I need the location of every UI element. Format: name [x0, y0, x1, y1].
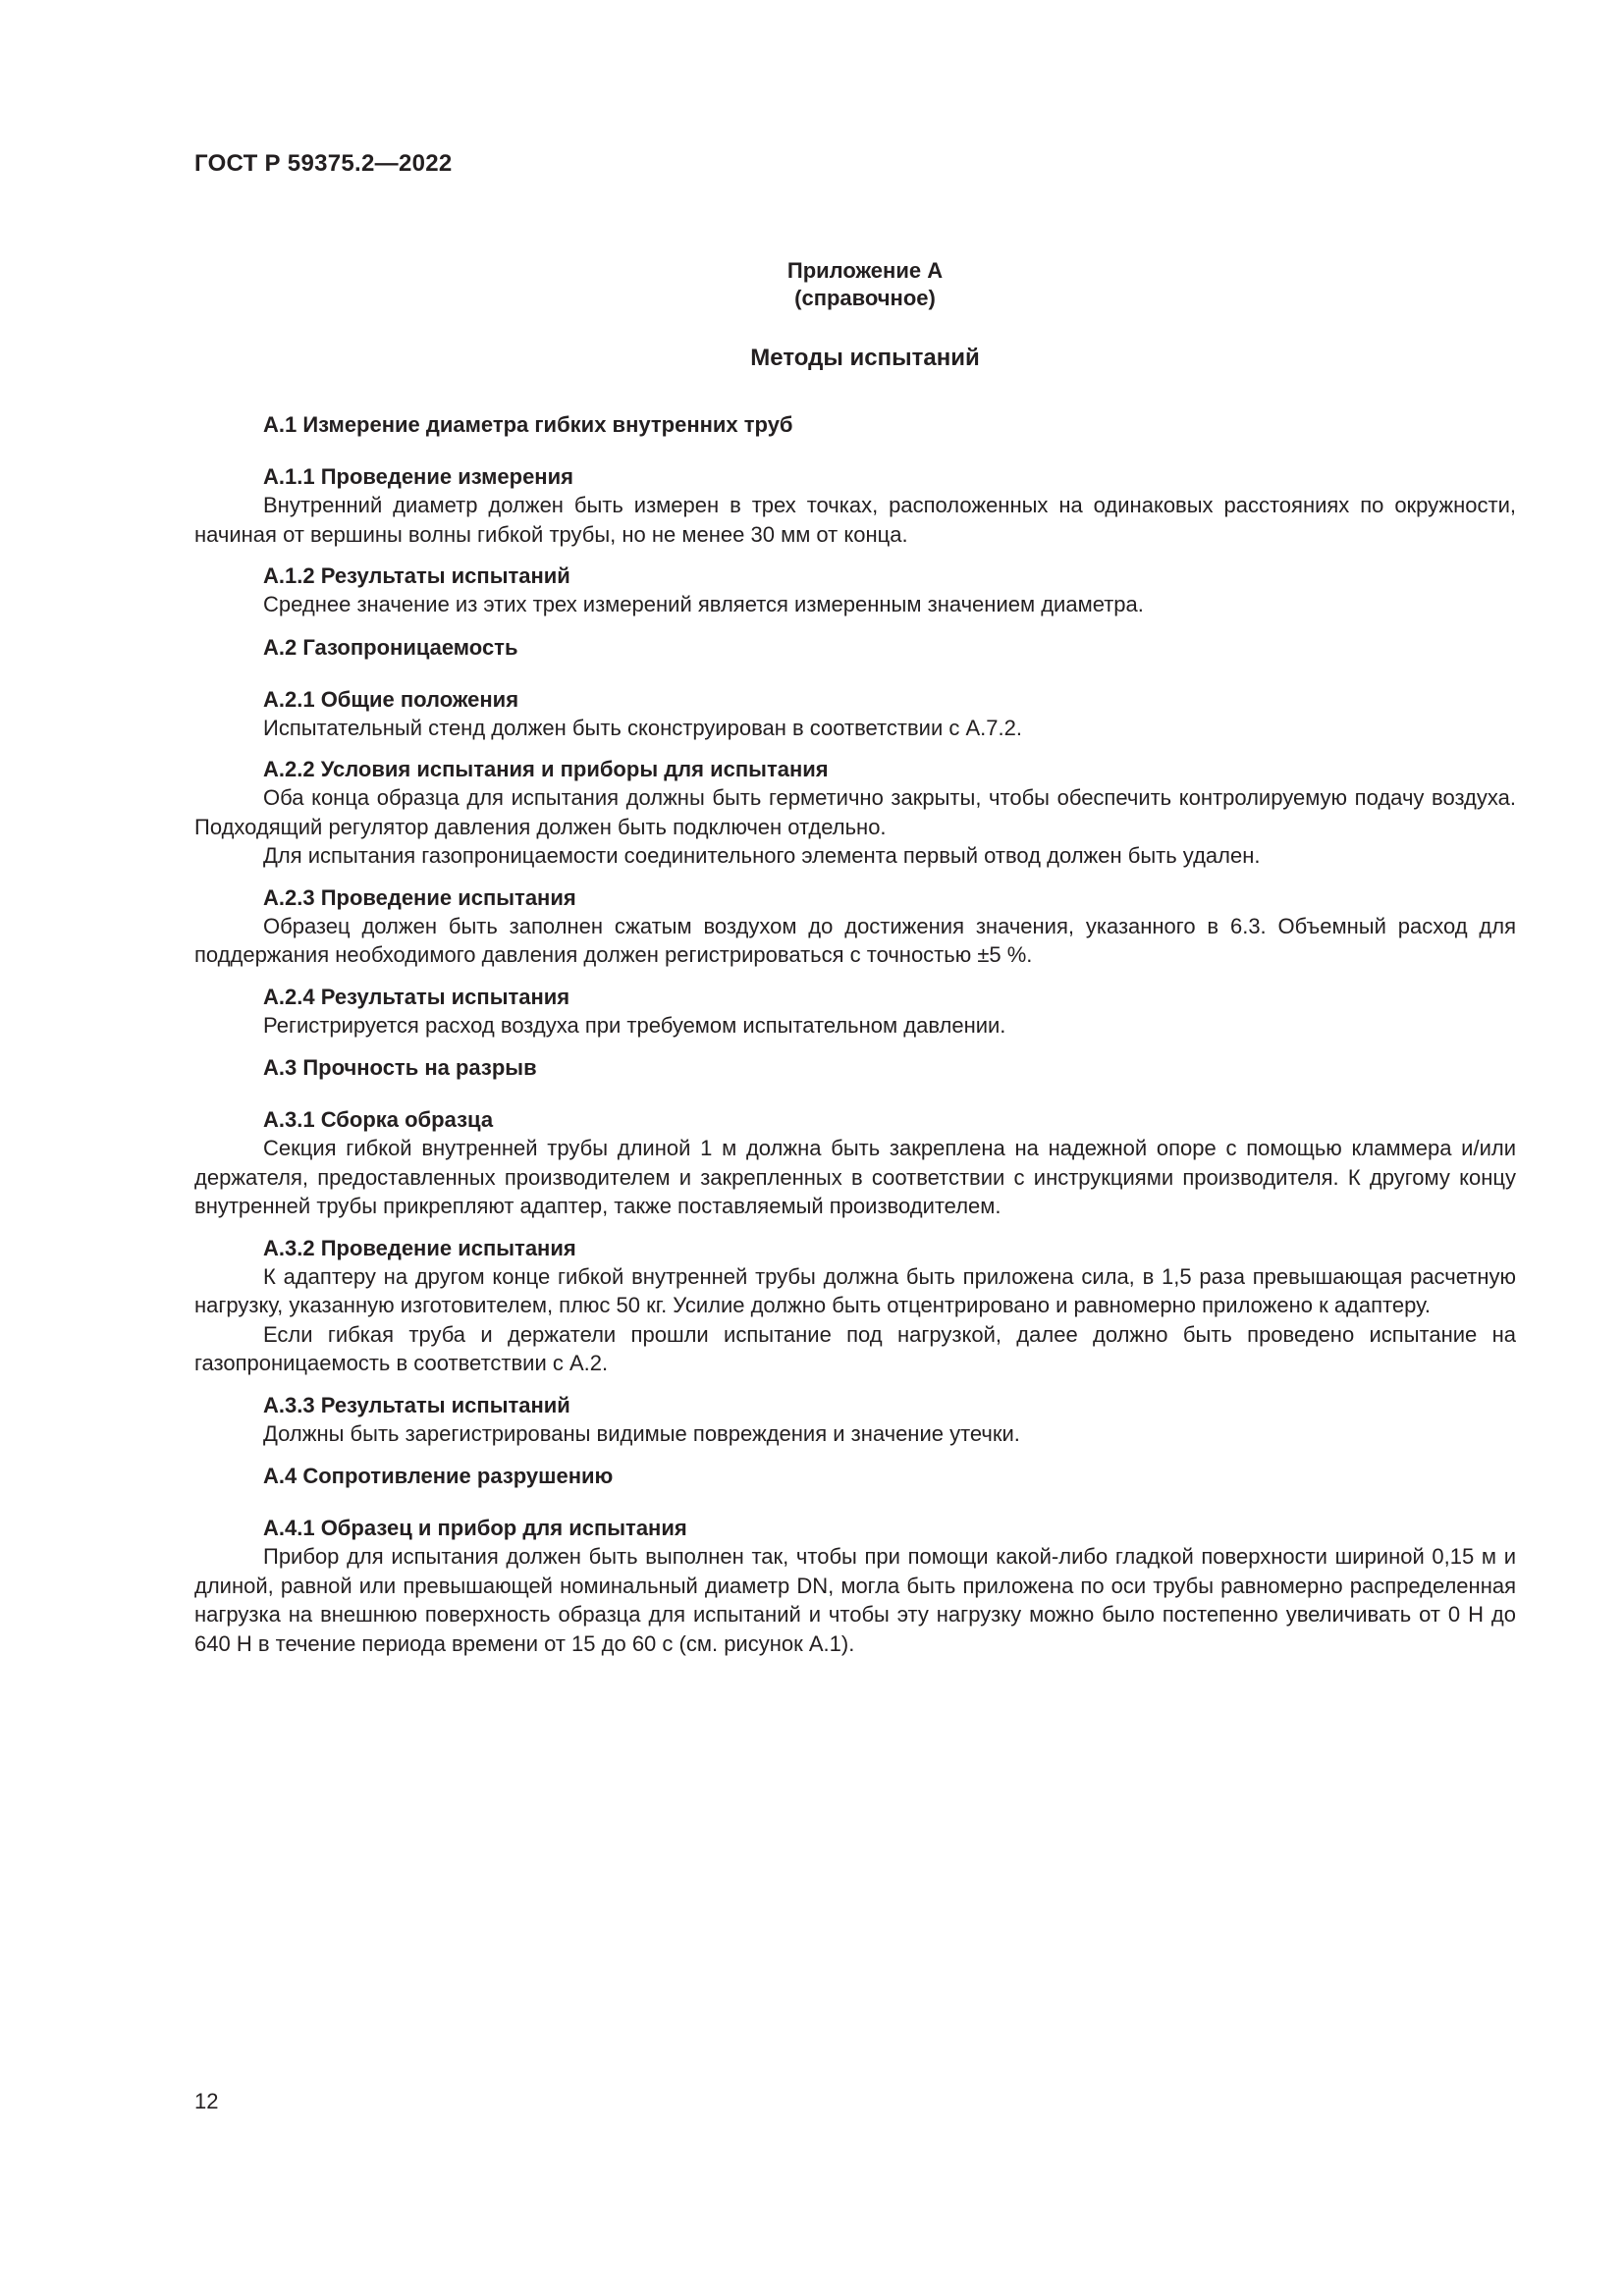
appendix-title-block [194, 257, 1516, 312]
document-page [194, 147, 1516, 1658]
paragraph: Внутренний диаметр должен быть измерен в трех точках, расположенных на одинаковых расстояниях по окружности, начиная от вершины волны гибкой трубы, но не менее 30 мм от конца. [194, 493, 1516, 547]
paragraph: Для испытания газопроницаемости соединительного элемента первый отвод должен быть удален. [263, 843, 1261, 868]
paragraph: Секция гибкой внутренней трубы длиной 1 м должна быть закреплена на надежной опоре с помощью кламмера и/или держателя, предоставленных производителем и закрепленных в соответствии с инструкциями производителя. К другому концу внутренней трубы прикрепляют адаптер, также поставляемый производителем. [194, 1136, 1516, 1218]
subsection-a2-2 [194, 756, 1516, 871]
appendix-title: Приложение А [786, 258, 944, 283]
subsection-title: А.2.1 Общие положения [263, 686, 519, 712]
subsection-a4-1 [194, 1515, 1516, 1658]
subsection-a2-4 [194, 984, 1516, 1041]
subsection-title: А.2.3 Проведение испытания [263, 884, 576, 910]
section-title: А.4 Сопротивление разрушению [263, 1464, 614, 1488]
paragraph: Оба конца образца для испытания должны быть герметично закрыты, чтобы обеспечить контролируемую подачу воздуха. Подходящий регулятор давления должен быть подключен отдельно. [194, 785, 1516, 839]
subsection-title: А.4.1 Образец и прибор для испытания [263, 1516, 687, 1540]
subsection-a2-3 [194, 884, 1516, 970]
page-number: 12 [194, 2089, 219, 2113]
subsection-title: А.3.3 Результаты испытаний [263, 1392, 570, 1417]
subsection-a3-1 [194, 1106, 1516, 1221]
paragraph: Должны быть зарегистрированы видимые повреждения и значение утечки. [263, 1420, 1020, 1446]
subsection-title: А.3.1 Сборка образца [263, 1107, 494, 1132]
section-a2 [194, 633, 1516, 1041]
subsection-title: А.1.2 Результаты испытаний [263, 563, 570, 588]
paragraph: Образец должен быть заполнен сжатым воздухом до достижения значения, указанного в 6.3. Объемный расход для поддержания необходимого давления должен регистрироваться с точностью ±5 %. [194, 913, 1516, 967]
section-a4 [194, 1462, 1516, 1658]
paragraph: Испытательный стенд должен быть сконструирован в соответствии с А.7.2. [263, 715, 1022, 740]
section-a3 [194, 1053, 1516, 1448]
section-title: А.1 Измерение диаметра гибких внутренних труб [263, 412, 793, 437]
document-id-header: ГОСТ Р 59375.2—2022 [194, 150, 453, 177]
subsection-title: А.1.1 Проведение измерения [263, 464, 573, 489]
subsection-a2-1 [194, 686, 1516, 743]
section-title: А.3 Прочность на разрыв [263, 1055, 537, 1080]
section-title: А.2 Газопроницаемость [263, 634, 518, 660]
appendix-heading: Методы испытаний [750, 345, 980, 371]
subsection-a3-2 [194, 1235, 1516, 1378]
paragraph: К адаптеру на другом конце гибкой внутренней трубы должна быть приложена сила, в 1,5 раза превышающая расчетную нагрузку, указанную изготовителем, плюс 50 кг. Усилие должно быть отцентрировано и равномерно приложено к адаптеру. [194, 1263, 1516, 1317]
paragraph: Прибор для испытания должен быть выполнен так, чтобы при помощи какой-либо гладкой поверхности шириной 0,15 м и длиной, равной или превышающей номинальный диаметр DN, могла быть приложена по оси трубы равномерно распределенная нагрузка на внешнюю поверхность образца для испытаний и чтобы эту нагрузку можно было постепенно увеличивать от 0 Н до 640 Н в течение периода времени от 15 до 60 с (см. рисунок А.1). [194, 1544, 1516, 1656]
section-a1 [194, 410, 1516, 619]
subsection-a1-1 [194, 463, 1516, 549]
appendix-subtitle: (справочное) [794, 286, 936, 310]
subsection-a3-3 [194, 1392, 1516, 1449]
paragraph: Регистрируется расход воздуха при требуемом испытательном давлении. [263, 1012, 1006, 1038]
subsection-title: А.2.2 Условия испытания и приборы для испытания [263, 757, 829, 781]
paragraph: Среднее значение из этих трех измерений является измеренным значением диаметра. [263, 592, 1144, 616]
subsection-title: А.2.4 Результаты испытания [263, 984, 570, 1009]
subsection-a1-2 [194, 562, 1516, 619]
paragraph: Если гибкая труба и держатели прошли испытание под нагрузкой, далее должно быть проведено испытание на газопроницаемость в соответствии с А.2. [194, 1321, 1516, 1375]
subsection-title: А.3.2 Проведение испытания [263, 1235, 576, 1260]
